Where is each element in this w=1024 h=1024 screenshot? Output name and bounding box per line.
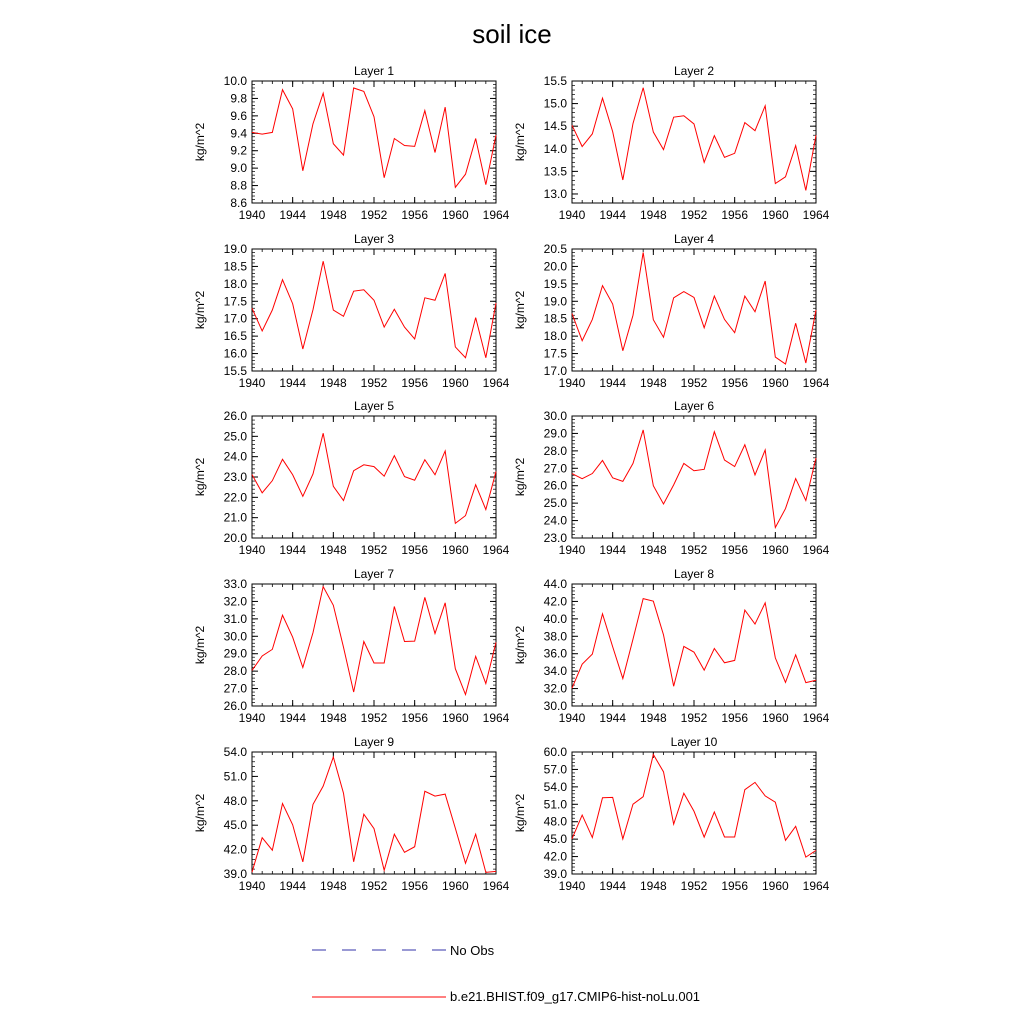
y-tick-label: 45.0 <box>223 818 247 833</box>
y-tick-label: 51.0 <box>543 797 567 812</box>
x-tick-label: 1940 <box>558 711 586 725</box>
y-tick-label: 51.0 <box>223 769 247 784</box>
y-tick-label: 16.0 <box>223 346 247 361</box>
x-tick-label: 1944 <box>599 711 627 725</box>
y-tick-label: 15.5 <box>223 364 247 378</box>
x-tick-label: 1948 <box>319 543 347 557</box>
y-tick-label: 9.2 <box>230 143 247 158</box>
x-tick-label: 1940 <box>558 879 586 893</box>
y-axis-label: kg/m^2 <box>193 122 207 162</box>
x-tick-label: 1964 <box>482 711 510 725</box>
series-line <box>572 599 816 689</box>
y-tick-label: 15.5 <box>543 74 567 88</box>
y-tick-label: 32.0 <box>223 594 247 609</box>
x-tick-label: 1956 <box>721 879 749 893</box>
y-tick-label: 33.0 <box>223 577 247 591</box>
x-tick-label: 1956 <box>401 543 429 557</box>
x-tick-label: 1948 <box>639 879 667 893</box>
y-tick-label: 30.0 <box>543 409 567 423</box>
series-line <box>572 252 816 364</box>
panel-layer-1 <box>193 64 510 222</box>
y-tick-label: 16.5 <box>223 329 247 344</box>
y-tick-label: 39.0 <box>223 867 247 881</box>
plot-frame <box>252 249 496 371</box>
y-axis-label: kg/m^2 <box>193 290 207 330</box>
x-tick-label: 1960 <box>441 879 469 893</box>
y-tick-label: 17.0 <box>543 364 567 378</box>
x-tick-label: 1952 <box>360 376 388 390</box>
y-tick-label: 23.0 <box>543 531 567 545</box>
y-tick-label: 39.0 <box>543 867 567 881</box>
x-tick-label: 1948 <box>639 711 667 725</box>
x-tick-label: 1964 <box>802 543 830 557</box>
x-tick-label: 1960 <box>441 208 469 222</box>
y-tick-label: 20.0 <box>543 259 567 274</box>
series-line <box>572 88 816 191</box>
y-tick-label: 8.6 <box>230 196 247 210</box>
y-tick-label: 18.0 <box>543 329 567 344</box>
x-tick-label: 1940 <box>238 711 266 725</box>
panel-layer-5 <box>193 399 510 557</box>
y-axis-label: kg/m^2 <box>193 457 207 497</box>
y-tick-label: 38.0 <box>543 629 567 644</box>
series-line <box>252 433 496 523</box>
y-tick-label: 26.0 <box>543 478 567 493</box>
x-tick-label: 1944 <box>279 543 307 557</box>
panel-layer-6 <box>513 399 830 557</box>
legend-obs-label: No Obs <box>450 943 495 958</box>
panel-title: Layer 1 <box>353 64 395 78</box>
y-tick-label: 14.0 <box>543 141 567 156</box>
series-line <box>252 261 496 358</box>
series-line <box>572 430 816 528</box>
y-tick-label: 18.5 <box>223 259 247 274</box>
y-tick-label: 9.0 <box>230 161 247 176</box>
y-tick-label: 29.0 <box>223 646 247 661</box>
y-tick-label: 15.0 <box>543 96 567 111</box>
x-tick-label: 1952 <box>680 879 708 893</box>
series-line <box>252 88 496 187</box>
y-axis-label: kg/m^2 <box>513 625 527 665</box>
legend-model-label: b.e21.BHIST.f09_g17.CMIP6-hist-noLu.001 <box>450 989 701 1004</box>
x-tick-label: 1948 <box>639 208 667 222</box>
y-tick-label: 54.0 <box>223 745 247 759</box>
y-tick-label: 25.0 <box>223 429 247 444</box>
panel-layer-9 <box>193 735 510 893</box>
x-tick-label: 1948 <box>639 543 667 557</box>
x-tick-label: 1956 <box>721 711 749 725</box>
y-tick-label: 18.0 <box>223 276 247 291</box>
x-tick-label: 1952 <box>360 879 388 893</box>
x-tick-label: 1940 <box>238 543 266 557</box>
x-tick-label: 1956 <box>401 208 429 222</box>
y-tick-label: 30.0 <box>223 629 247 644</box>
panel-title: Layer 4 <box>673 232 715 246</box>
y-tick-label: 21.0 <box>223 510 247 525</box>
x-tick-label: 1960 <box>761 376 789 390</box>
y-tick-label: 9.6 <box>230 108 247 123</box>
x-tick-label: 1944 <box>279 376 307 390</box>
y-tick-label: 30.0 <box>543 699 567 713</box>
x-tick-label: 1960 <box>441 711 469 725</box>
y-tick-label: 19.5 <box>543 276 567 291</box>
plot-frame <box>252 81 496 203</box>
panel-title: Layer 10 <box>670 735 718 749</box>
x-tick-label: 1940 <box>558 208 586 222</box>
x-tick-label: 1948 <box>319 711 347 725</box>
x-tick-label: 1960 <box>761 208 789 222</box>
y-axis-label: kg/m^2 <box>513 793 527 833</box>
plot-frame <box>572 584 816 706</box>
x-tick-label: 1952 <box>360 208 388 222</box>
y-tick-label: 28.0 <box>543 443 567 458</box>
x-tick-label: 1964 <box>482 208 510 222</box>
y-tick-label: 13.5 <box>543 164 567 179</box>
x-tick-label: 1964 <box>802 376 830 390</box>
series-line <box>572 755 816 858</box>
panel-title: Layer 5 <box>353 399 395 413</box>
x-tick-label: 1952 <box>360 543 388 557</box>
x-tick-label: 1960 <box>761 543 789 557</box>
y-tick-label: 10.0 <box>223 74 247 88</box>
y-tick-label: 31.0 <box>223 611 247 626</box>
y-tick-label: 20.0 <box>223 531 247 545</box>
y-tick-label: 24.0 <box>543 513 567 528</box>
y-tick-label: 28.0 <box>223 664 247 679</box>
x-tick-label: 1948 <box>639 376 667 390</box>
x-tick-label: 1964 <box>482 543 510 557</box>
x-tick-label: 1952 <box>360 711 388 725</box>
x-tick-label: 1960 <box>761 879 789 893</box>
y-axis-label: kg/m^2 <box>193 793 207 833</box>
y-tick-label: 26.0 <box>223 699 247 713</box>
y-axis-label: kg/m^2 <box>193 625 207 665</box>
x-tick-label: 1960 <box>441 376 469 390</box>
y-tick-label: 23.0 <box>223 470 247 484</box>
y-tick-label: 9.4 <box>230 126 247 141</box>
y-tick-label: 22.0 <box>223 490 247 505</box>
figure-title: soil ice <box>472 19 552 49</box>
x-tick-label: 1960 <box>761 711 789 725</box>
x-tick-label: 1944 <box>599 879 627 893</box>
x-tick-label: 1940 <box>558 543 586 557</box>
x-tick-label: 1956 <box>401 376 429 390</box>
panel-title: Layer 8 <box>673 567 715 581</box>
y-tick-label: 32.0 <box>543 681 567 696</box>
plot-frame <box>252 584 496 706</box>
x-tick-label: 1948 <box>319 376 347 390</box>
y-tick-label: 57.0 <box>543 762 567 777</box>
panel-layer-3 <box>193 232 510 390</box>
series-line <box>252 757 496 872</box>
y-tick-label: 19.0 <box>543 294 567 309</box>
y-tick-label: 42.0 <box>223 842 247 857</box>
x-tick-label: 1964 <box>802 879 830 893</box>
panel-layer-4 <box>513 232 830 390</box>
y-tick-label: 42.0 <box>543 594 567 609</box>
x-tick-label: 1956 <box>401 711 429 725</box>
x-tick-label: 1952 <box>680 376 708 390</box>
x-tick-label: 1952 <box>680 208 708 222</box>
y-tick-label: 36.0 <box>543 646 567 661</box>
x-tick-label: 1964 <box>802 711 830 725</box>
x-tick-label: 1944 <box>599 376 627 390</box>
plot-frame <box>572 81 816 203</box>
y-tick-label: 27.0 <box>543 461 567 476</box>
x-tick-label: 1956 <box>721 543 749 557</box>
x-tick-label: 1944 <box>279 208 307 222</box>
y-tick-label: 54.0 <box>543 779 567 794</box>
y-tick-label: 14.5 <box>543 119 567 134</box>
x-tick-label: 1964 <box>482 879 510 893</box>
x-tick-label: 1944 <box>279 879 307 893</box>
y-tick-label: 13.0 <box>543 186 567 201</box>
y-axis-label: kg/m^2 <box>513 290 527 330</box>
x-tick-label: 1944 <box>279 711 307 725</box>
y-tick-label: 60.0 <box>543 745 567 759</box>
x-tick-label: 1952 <box>680 711 708 725</box>
y-tick-label: 48.0 <box>223 793 247 808</box>
plot-frame <box>572 249 816 371</box>
x-tick-label: 1956 <box>721 376 749 390</box>
panel-title: Layer 6 <box>673 399 715 413</box>
y-tick-label: 17.5 <box>543 346 567 361</box>
x-tick-label: 1956 <box>401 879 429 893</box>
panel-title: Layer 2 <box>673 64 715 78</box>
y-tick-label: 20.5 <box>543 242 567 256</box>
y-tick-label: 17.0 <box>223 311 247 326</box>
x-tick-label: 1940 <box>558 376 586 390</box>
y-tick-label: 45.0 <box>543 832 567 847</box>
y-tick-label: 25.0 <box>543 496 567 511</box>
panel-title: Layer 9 <box>353 735 395 749</box>
y-axis-label: kg/m^2 <box>513 457 527 497</box>
y-tick-label: 42.0 <box>543 849 567 864</box>
plot-frame <box>252 752 496 874</box>
x-tick-label: 1952 <box>680 543 708 557</box>
y-tick-label: 24.0 <box>223 449 247 464</box>
y-tick-label: 40.0 <box>543 611 567 626</box>
x-tick-label: 1964 <box>802 208 830 222</box>
y-tick-label: 19.0 <box>223 242 247 256</box>
x-tick-label: 1948 <box>319 879 347 893</box>
panel-title: Layer 3 <box>353 232 395 246</box>
x-tick-label: 1948 <box>319 208 347 222</box>
x-tick-label: 1944 <box>599 208 627 222</box>
y-tick-label: 17.5 <box>223 294 247 309</box>
panel-title: Layer 7 <box>353 567 395 581</box>
x-tick-label: 1940 <box>238 376 266 390</box>
y-tick-label: 34.0 <box>543 664 567 679</box>
y-tick-label: 27.0 <box>223 681 247 696</box>
y-tick-label: 18.5 <box>543 311 567 326</box>
x-tick-label: 1944 <box>599 543 627 557</box>
y-axis-label: kg/m^2 <box>513 122 527 162</box>
panels <box>193 64 830 893</box>
series-line <box>252 587 496 695</box>
panel-layer-7 <box>193 567 510 725</box>
x-tick-label: 1956 <box>721 208 749 222</box>
x-tick-label: 1960 <box>441 543 469 557</box>
x-tick-label: 1964 <box>482 376 510 390</box>
x-tick-label: 1940 <box>238 879 266 893</box>
legend <box>312 943 700 1004</box>
panel-layer-10 <box>513 735 830 893</box>
y-tick-label: 26.0 <box>223 409 247 423</box>
y-tick-label: 9.8 <box>230 91 247 106</box>
panel-layer-2 <box>513 64 830 222</box>
y-tick-label: 44.0 <box>543 577 567 591</box>
y-tick-label: 8.8 <box>230 178 247 193</box>
x-tick-label: 1940 <box>238 208 266 222</box>
panel-layer-8 <box>513 567 830 725</box>
y-tick-label: 29.0 <box>543 426 567 441</box>
plot-frame <box>572 752 816 874</box>
y-tick-label: 48.0 <box>543 814 567 829</box>
